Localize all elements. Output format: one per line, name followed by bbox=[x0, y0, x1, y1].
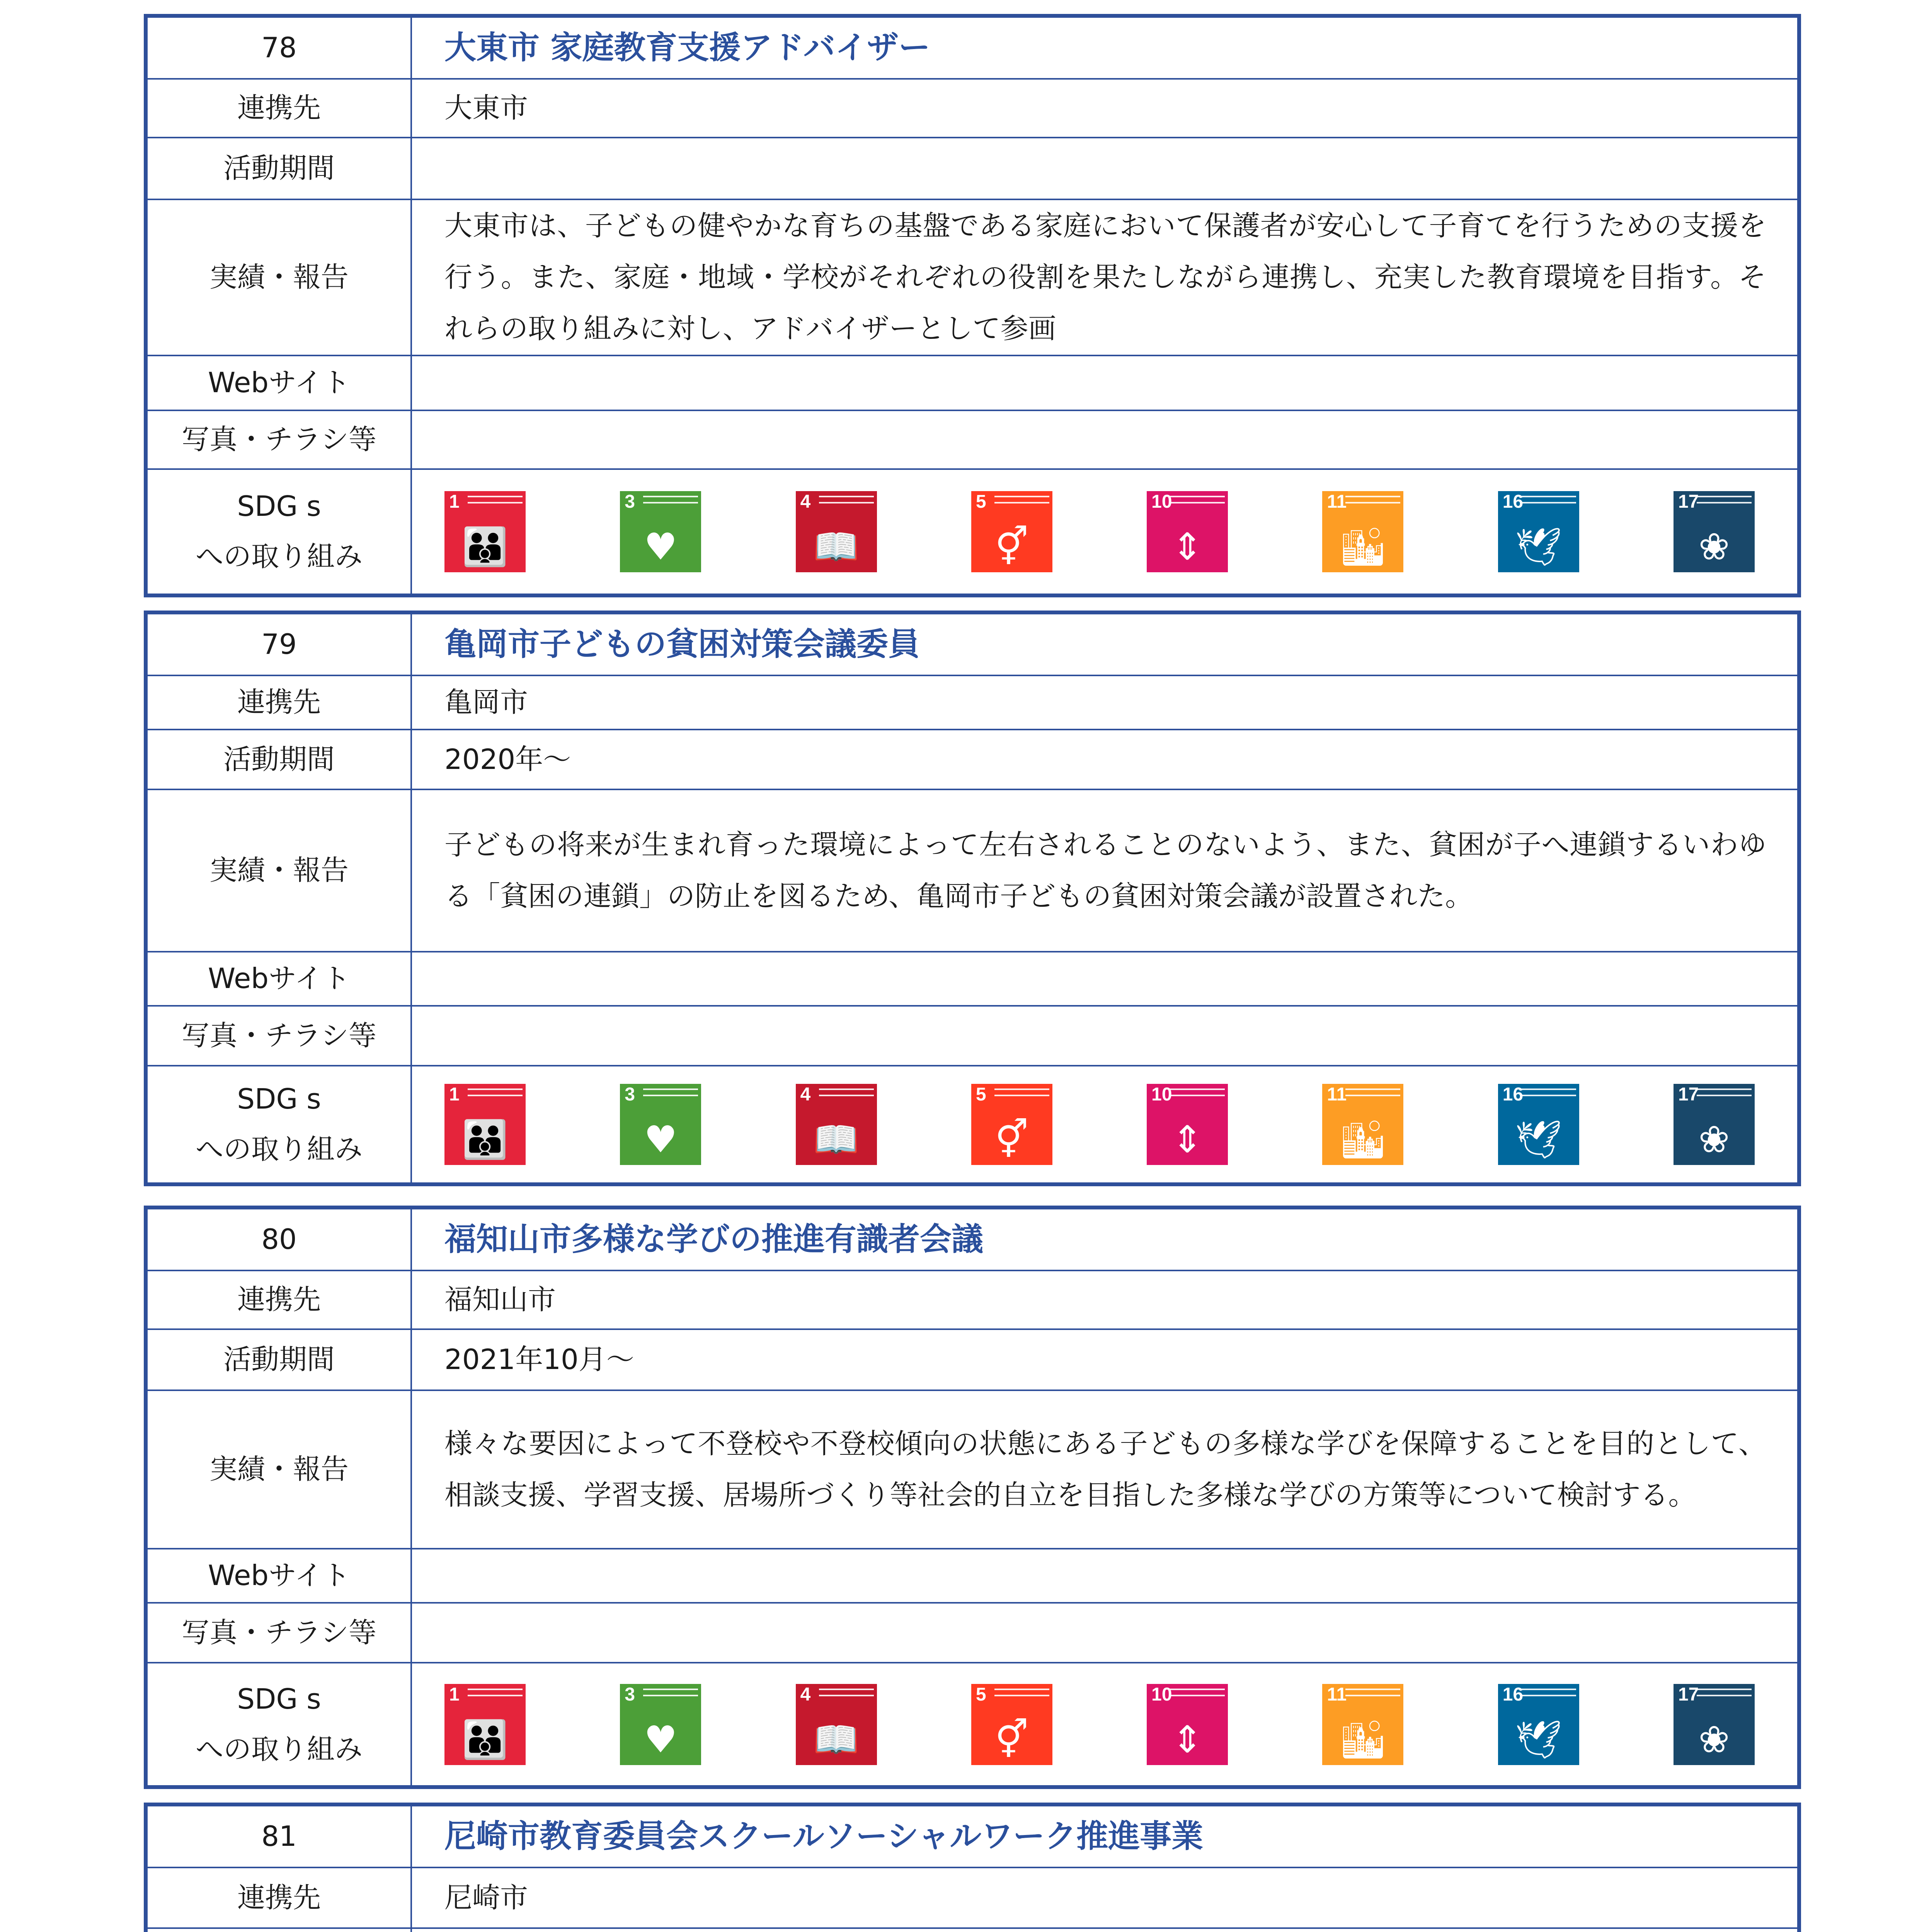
sdg-goal-number: 11 bbox=[1327, 1684, 1347, 1705]
partner-value: 亀岡市 bbox=[411, 675, 1797, 730]
sdg-icon-row bbox=[444, 491, 1766, 572]
sdg-goal-11-icon bbox=[1322, 1684, 1403, 1765]
sdg-caption-lines bbox=[994, 1088, 1049, 1096]
equality-arrows-icon: ⇕ bbox=[1171, 1118, 1203, 1161]
period-label bbox=[148, 1928, 411, 1932]
sdg-goal-number: 10 bbox=[1151, 1684, 1172, 1705]
period-value: 2021年10月～ bbox=[411, 1329, 1797, 1390]
website-value bbox=[411, 952, 1797, 1006]
sdgs-label-line1: SDG s bbox=[237, 1083, 321, 1116]
sdg-goal-17-icon bbox=[1674, 1684, 1755, 1765]
family-icon: 👪 bbox=[462, 1718, 508, 1761]
sdg-caption-lines bbox=[643, 1088, 698, 1096]
sdg-goal-17-icon bbox=[1674, 1084, 1755, 1165]
sdg-caption-lines bbox=[1345, 496, 1400, 503]
report-value: 様々な要因によって不登校や不登校傾向の状態にある子どもの多様な学びを保障することを目的として、相談支援、学習支援、居場所づくり等社会的自立を目指した多様な学びの方策等について検討する。 bbox=[411, 1390, 1797, 1549]
sdg-goal-number: 3 bbox=[625, 491, 635, 512]
sdg-caption-lines bbox=[468, 496, 523, 503]
sdg-goal-number: 4 bbox=[800, 1084, 811, 1105]
sdg-goal-3-icon bbox=[620, 1684, 701, 1765]
book-icon: 📖 bbox=[813, 525, 860, 568]
entry-number: 80 bbox=[148, 1209, 411, 1270]
sdg-caption-lines bbox=[994, 1689, 1049, 1696]
photos-label: 写真・チラシ等 bbox=[148, 1006, 411, 1066]
period-value bbox=[411, 138, 1797, 199]
sdg-caption-lines bbox=[1697, 1689, 1752, 1696]
partner-value: 福知山市 bbox=[411, 1270, 1797, 1329]
activity-card-80 bbox=[144, 1206, 1801, 1789]
sdgs-label-line1: SDG s bbox=[237, 1682, 321, 1715]
family-icon: 👪 bbox=[462, 1118, 508, 1161]
sdg-goal-11-icon bbox=[1322, 491, 1403, 572]
photos-value bbox=[411, 1603, 1797, 1663]
sdg-caption-lines bbox=[1521, 496, 1576, 503]
sdg-goal-5-icon bbox=[971, 1084, 1052, 1165]
sdg-goal-number: 5 bbox=[976, 491, 986, 512]
sdgs-label-line2: への取り組み bbox=[195, 540, 363, 573]
sdg-goal-3-icon bbox=[620, 491, 701, 572]
book-icon: 📖 bbox=[813, 1118, 860, 1161]
sdg-caption-lines bbox=[1521, 1689, 1576, 1696]
sdg-goal-3-icon bbox=[620, 1084, 701, 1165]
sdg-goal-16-icon bbox=[1498, 491, 1579, 572]
city-icon: 🏙 bbox=[1339, 525, 1387, 568]
sdg-caption-lines bbox=[1170, 1088, 1225, 1096]
sdg-caption-lines bbox=[819, 1689, 874, 1696]
photos-value bbox=[411, 410, 1797, 469]
sdg-goal-1-icon bbox=[444, 491, 526, 572]
sdg-goal-number: 3 bbox=[625, 1684, 635, 1705]
sdg-caption-lines bbox=[1697, 496, 1752, 503]
sdg-goal-16-icon bbox=[1498, 1684, 1579, 1765]
sdgs-label bbox=[148, 469, 411, 594]
report-label: 実績・報告 bbox=[148, 199, 411, 355]
heartbeat-icon: ♥ bbox=[644, 525, 678, 568]
sdg-goal-10-icon bbox=[1147, 1084, 1228, 1165]
period-value: 2020年～ bbox=[411, 730, 1797, 789]
partnership-flower-icon: ❀ bbox=[1698, 525, 1730, 568]
photos-label: 写真・チラシ等 bbox=[148, 1603, 411, 1663]
entry-title: 亀岡市子どもの貧困対策会議委員 bbox=[411, 614, 1797, 675]
sdg-goal-number: 16 bbox=[1502, 1684, 1524, 1705]
report-value: 子どもの将来が生まれ育った環境によって左右されることのないよう、また、貧困が子へ連鎖するいわゆる「貧困の連鎖」の防止を図るため、亀岡市子どもの貧困対策会議が設置された。 bbox=[411, 789, 1797, 952]
sdg-goal-number: 17 bbox=[1678, 1084, 1699, 1105]
sdg-caption-lines bbox=[1345, 1689, 1400, 1696]
sdg-caption-lines bbox=[1697, 1088, 1752, 1096]
sdg-goal-10-icon bbox=[1147, 491, 1228, 572]
activity-card-78 bbox=[144, 14, 1801, 597]
entry-number: 81 bbox=[148, 1806, 411, 1867]
entry-title: 大東市 家庭教育支援アドバイザー bbox=[411, 18, 1797, 79]
city-icon: 🏙 bbox=[1339, 1118, 1387, 1161]
sdg-goal-4-icon bbox=[796, 1684, 877, 1765]
report-label: 実績・報告 bbox=[148, 789, 411, 952]
sdg-goal-number: 11 bbox=[1327, 1084, 1347, 1105]
family-icon: 👪 bbox=[462, 525, 508, 568]
book-icon: 📖 bbox=[813, 1718, 860, 1761]
sdg-goal-4-icon bbox=[796, 1084, 877, 1165]
sdg-caption-lines bbox=[1345, 1088, 1400, 1096]
sdgs-label bbox=[148, 1663, 411, 1785]
report-label: 実績・報告 bbox=[148, 1390, 411, 1549]
entry-number: 78 bbox=[148, 18, 411, 79]
sdgs-label-line1: SDG s bbox=[237, 490, 321, 523]
sdg-goal-number: 16 bbox=[1502, 491, 1524, 512]
sdg-caption-lines bbox=[1521, 1088, 1576, 1096]
sdg-caption-lines bbox=[468, 1689, 523, 1696]
sdg-goal-number: 10 bbox=[1151, 491, 1172, 512]
sdg-goal-number: 5 bbox=[976, 1084, 986, 1105]
heartbeat-icon: ♥ bbox=[644, 1118, 678, 1161]
sdgs-label-line2: への取り組み bbox=[195, 1133, 363, 1165]
sdg-caption-lines bbox=[1170, 496, 1225, 503]
sdg-goal-1-icon bbox=[444, 1684, 526, 1765]
sdg-goal-10-icon bbox=[1147, 1684, 1228, 1765]
partner-label: 連携先 bbox=[148, 675, 411, 730]
sdg-caption-lines bbox=[1170, 1689, 1225, 1696]
sdg-icon-row bbox=[444, 1084, 1766, 1165]
sdg-goal-number: 17 bbox=[1678, 1684, 1699, 1705]
partner-label: 連携先 bbox=[148, 79, 411, 138]
sdg-caption-lines bbox=[819, 496, 874, 503]
sdg-goal-number: 5 bbox=[976, 1684, 986, 1705]
sdg-goal-1-icon bbox=[444, 1084, 526, 1165]
sdg-icon-row bbox=[444, 1684, 1766, 1765]
gender-equality-icon: ⚥ bbox=[995, 1118, 1029, 1161]
entry-title: 福知山市多様な学びの推進有識者会議 bbox=[411, 1209, 1797, 1270]
sdg-goal-5-icon bbox=[971, 491, 1052, 572]
partnership-flower-icon: ❀ bbox=[1698, 1718, 1730, 1761]
photos-label: 写真・チラシ等 bbox=[148, 410, 411, 469]
equality-arrows-icon: ⇕ bbox=[1171, 525, 1203, 568]
sdg-goal-number: 1 bbox=[449, 1684, 460, 1705]
sdg-goal-number: 17 bbox=[1678, 491, 1699, 512]
sdg-goal-number: 1 bbox=[449, 1084, 460, 1105]
sdg-goal-number: 10 bbox=[1151, 1084, 1172, 1105]
website-value bbox=[411, 1549, 1797, 1603]
sdg-goal-5-icon bbox=[971, 1684, 1052, 1765]
equality-arrows-icon: ⇕ bbox=[1171, 1718, 1203, 1761]
sdgs-label-line2: への取り組み bbox=[195, 1733, 363, 1765]
sdg-caption-lines bbox=[819, 1088, 874, 1096]
sdg-goal-17-icon bbox=[1674, 491, 1755, 572]
website-label: Webサイト bbox=[148, 952, 411, 1006]
period-label: 活動期間 bbox=[148, 138, 411, 199]
sdg-caption-lines bbox=[643, 1689, 698, 1696]
sdg-goal-4-icon bbox=[796, 491, 877, 572]
dove-icon: 🕊 bbox=[1515, 1118, 1562, 1161]
activity-card-79 bbox=[144, 611, 1801, 1186]
sdg-goal-number: 3 bbox=[625, 1084, 635, 1105]
entry-title: 尼崎市教育委員会スクールソーシャルワーク推進事業 bbox=[411, 1806, 1797, 1867]
website-label: Webサイト bbox=[148, 1549, 411, 1603]
partner-value: 大東市 bbox=[411, 79, 1797, 138]
sdg-caption-lines bbox=[994, 496, 1049, 503]
sdg-goal-number: 11 bbox=[1327, 491, 1347, 512]
sdg-caption-lines bbox=[468, 1088, 523, 1096]
period-value bbox=[411, 1928, 1797, 1932]
sdg-goal-number: 4 bbox=[800, 1684, 811, 1705]
city-icon: 🏙 bbox=[1339, 1718, 1387, 1761]
partner-label: 連携先 bbox=[148, 1270, 411, 1329]
heartbeat-icon: ♥ bbox=[644, 1718, 678, 1761]
sdgs-label bbox=[148, 1066, 411, 1182]
dove-icon: 🕊 bbox=[1515, 525, 1562, 568]
sdg-goal-number: 1 bbox=[449, 491, 460, 512]
gender-equality-icon: ⚥ bbox=[995, 1718, 1029, 1761]
website-value bbox=[411, 355, 1797, 410]
gender-equality-icon: ⚥ bbox=[995, 525, 1029, 568]
period-label: 活動期間 bbox=[148, 1329, 411, 1390]
sdg-goal-11-icon bbox=[1322, 1084, 1403, 1165]
sdg-caption-lines bbox=[643, 496, 698, 503]
partnership-flower-icon: ❀ bbox=[1698, 1118, 1730, 1161]
partner-label: 連携先 bbox=[148, 1867, 411, 1928]
partner-value: 尼崎市 bbox=[411, 1867, 1797, 1928]
report-value: 大東市は、子どもの健やかな育ちの基盤である家庭において保護者が安心して子育てを行うための支援を行う。また、家庭・地域・学校がそれぞれの役割を果たしながら連携し、充実した教育環境を目指す。それらの取り組みに対し、アドバイザーとして参画 bbox=[411, 199, 1797, 355]
activity-card-81 bbox=[144, 1803, 1801, 1932]
entry-number: 79 bbox=[148, 614, 411, 675]
photos-value bbox=[411, 1006, 1797, 1066]
sdg-goal-number: 16 bbox=[1502, 1084, 1524, 1105]
sdg-goal-16-icon bbox=[1498, 1084, 1579, 1165]
dove-icon: 🕊 bbox=[1515, 1718, 1562, 1761]
period-label: 活動期間 bbox=[148, 730, 411, 789]
sdg-goal-number: 4 bbox=[800, 491, 811, 512]
website-label: Webサイト bbox=[148, 355, 411, 410]
